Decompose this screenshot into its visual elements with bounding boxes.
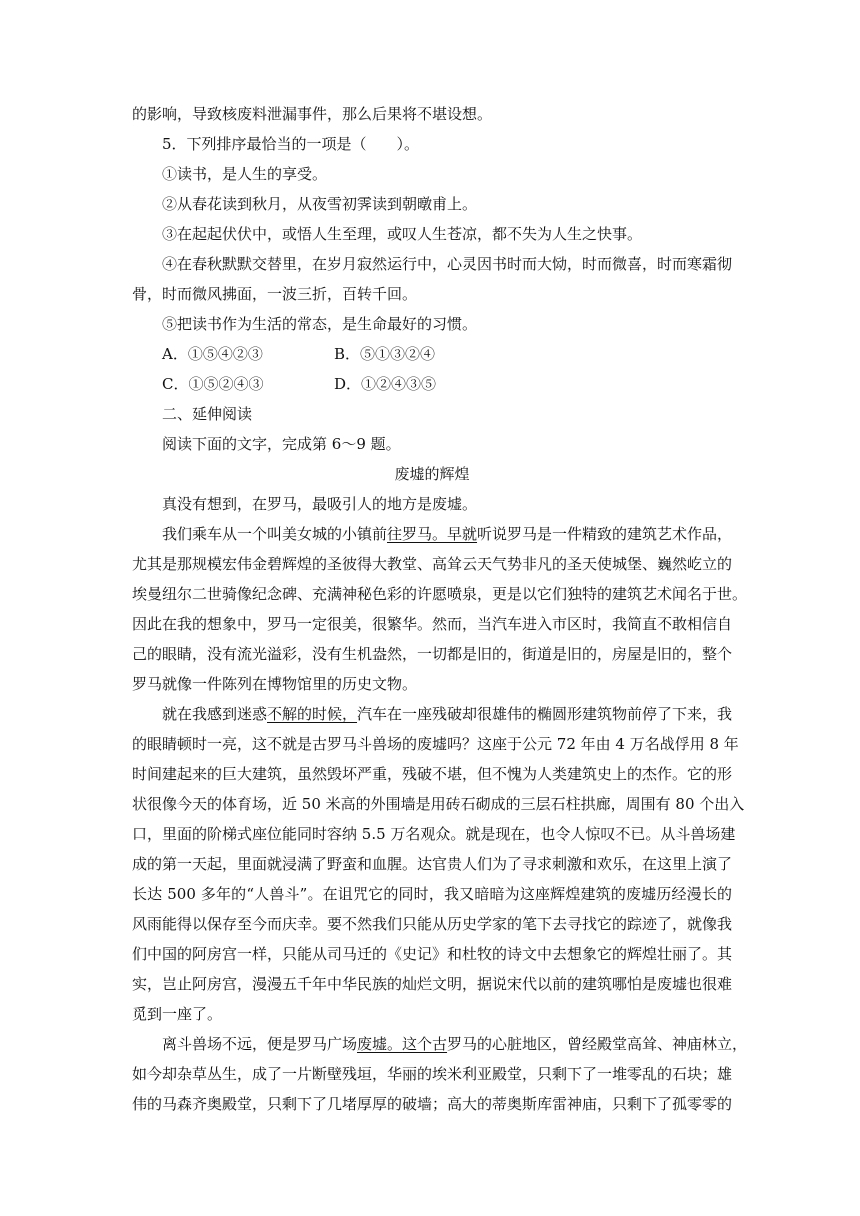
question5-sentence-3: ③在起起伏伏中，或悟人生至理，或叹人生苍凉，都不失为人生之快事。	[162, 225, 643, 243]
article-paragraph-3-line4: 状很像今天的体育场，近 50 米高的外围墙是用砖石砌成的三层石柱拱廊，周围有 80 个出入	[132, 795, 745, 813]
article-paragraph-2-line4: 因此在我的想象中，罗马一定很美，很繁华。然而，当汽车进入市区时，我简直不敢相信自	[132, 615, 733, 633]
article-paragraph-4-line2: 如今却杂草丛生，成了一片断壁残垣，华丽的埃米利亚殿堂，只剩下了一堆零乱的石块；雄	[132, 1065, 733, 1083]
article-paragraph-3-line1: 就在我感到迷惑不解的时候，汽车在一座残破却很雄伟的椭圆形建筑物前停了下来，我	[162, 705, 733, 723]
section-heading: 二、延伸阅读	[162, 405, 253, 423]
article-paragraph-3-line3: 时间建起来的巨大建筑，虽然毁坏严重，残破不堪，但不愧为人类建筑史上的杰作。它的形	[132, 765, 733, 783]
underlined-phrase: 不解的时候，	[267, 705, 358, 723]
article-title: 废墟的辉煌	[394, 465, 470, 483]
article-paragraph-3-line11: 觅到一座了。	[132, 1005, 223, 1023]
question4-tail: 的影响，导致核废料泄漏事件，那么后果将不堪设想。	[132, 105, 493, 123]
article-paragraph-3-line6: 成的第一天起，里面就浸满了野蛮和血腥。达官贵人们为了寻求刺激和欢乐，在这里上演了	[132, 855, 733, 873]
underlined-phrase: 往罗马。早就	[387, 525, 478, 543]
article-paragraph-1: 真没有想到，在罗马，最吸引人的地方是废墟。	[162, 495, 478, 513]
article-paragraph-3-line5: 口，里面的阶梯式座位能同时容纳 5.5 万名观众。就是现在，也令人惊叹不已。从斗兽场建	[132, 825, 736, 843]
article-paragraph-2-line3: 埃曼纽尔二世骑像纪念碑、充满神秘色彩的许愿喷泉，更是以它们独特的建筑艺术闻名于世。	[132, 585, 748, 603]
question5-stem: 5．下列排序最恰当的一项是（ ）。	[162, 135, 420, 153]
option-c: C．①⑤②④③	[162, 375, 264, 393]
article-paragraph-2-line6: 罗马就像一件陈列在博物馆里的历史文物。	[132, 675, 418, 693]
question5-sentence-4-line2: 骨，时而微风拂面，一波三折，百转千回。	[132, 285, 418, 303]
underlined-phrase: 这个古	[402, 1035, 448, 1053]
question5-sentence-1: ①读书，是人生的享受。	[162, 165, 328, 183]
article-paragraph-4-line3: 伟的马森齐奥殿堂，只剩下了几堵厚厚的破墙；高大的蒂奥斯库雷神庙，只剩下了孤零零的	[132, 1095, 733, 1113]
underlined-phrase: 废墟。	[357, 1035, 403, 1053]
article-paragraph-2-line5: 己的眼睛，没有流光溢彩，没有生机盎然，一切都是旧的，街道是旧的，房屋是旧的，整个	[132, 645, 733, 663]
article-paragraph-3-line10: 实，岂止阿房宫，漫漫五千年中华民族的灿烂文明，据说宋代以前的建筑哪怕是废墟也很难	[132, 975, 733, 993]
question5-sentence-5: ⑤把读书作为生活的常态，是生命最好的习惯。	[162, 315, 478, 333]
article-paragraph-3-line9: 们中国的阿房宫一样，只能从司马迁的《史记》和杜牧的诗文中去想象它的辉煌壮丽了。其	[132, 945, 733, 963]
article-paragraph-3-line7: 长达 500 多年的“人兽斗”。在诅咒它的同时，我又暗暗为这座辉煌建筑的废墟历经漫长的	[132, 885, 732, 903]
article-paragraph-2-line2: 尤其是那规模宏伟金碧辉煌的圣彼得大教堂、高耸云天气势非凡的圣天使城堡、巍然屹立的	[132, 555, 733, 573]
question5-sentence-2: ②从春花读到秋月，从夜雪初霁读到朝暾甫上。	[162, 195, 478, 213]
option-d: D．①②④③⑤	[334, 375, 437, 393]
article-paragraph-3-line2: 的眼睛顿时一亮，这不就是古罗马斗兽场的废墟吗？这座于公元 72 年由 4 万名战俘用 8 年	[132, 735, 739, 753]
reading-instruction: 阅读下面的文字，完成第 6～9 题。	[162, 435, 401, 453]
question5-sentence-4-line1: ④在春秋默默交替里，在岁月寂然运行中，心灵因书时而大恸，时而微喜，时而寒霜彻	[162, 255, 733, 273]
article-paragraph-4-line1: 离斗兽场不远，便是罗马广场废墟。这个古罗马的心脏地区，曾经殿堂高耸、神庙林立，	[162, 1035, 748, 1053]
option-b: B．⑤①③②④	[334, 345, 436, 363]
article-paragraph-3-line8: 风雨能得以保存至今而庆幸。要不然我们只能从历史学家的笔下去寻找它的踪迹了，就像我	[132, 915, 733, 933]
article-paragraph-2-line1: 我们乘车从一个叫美女城的小镇前往罗马。早就听说罗马是一件精致的建筑艺术作品，	[162, 525, 733, 543]
option-a: A．①⑤④②③	[162, 345, 263, 363]
